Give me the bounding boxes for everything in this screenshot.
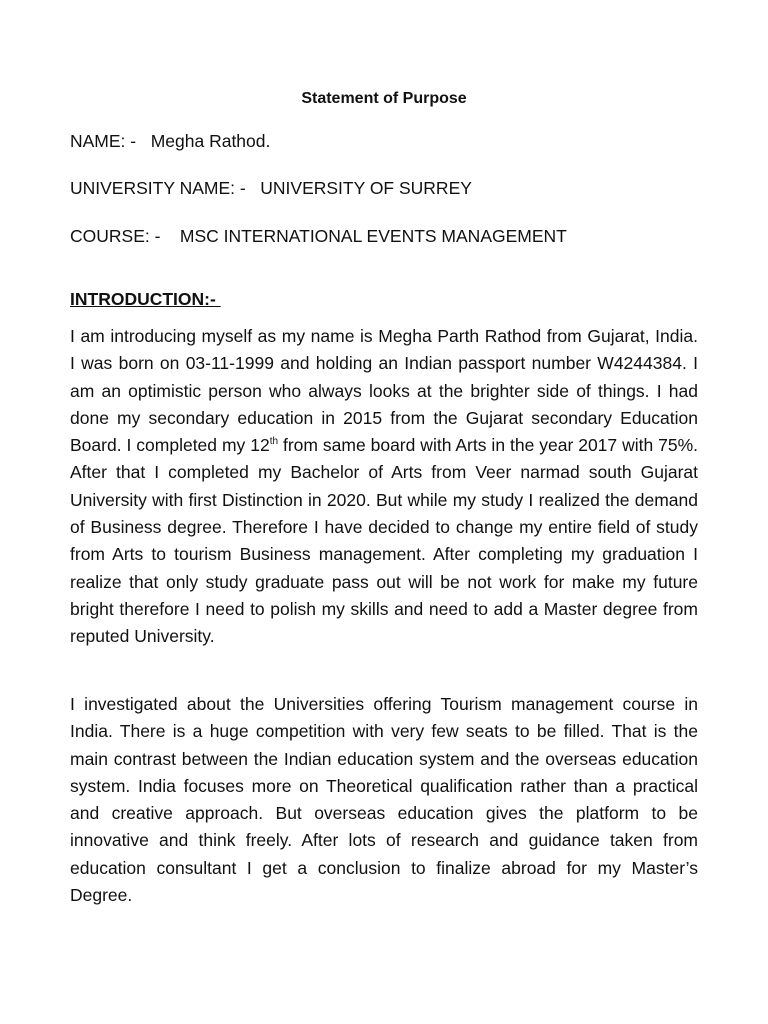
paragraph-text-part2: from same board with Arts in the year 2017 with 75%. After that I completed my Bachelor of Arts from Veer narmad south Gujarat University with first Distinction in 2020. But while my study I realized the demand of Business degree. Therefore I have decided to change my entire field of study from Arts to tourism Business management. After completing my graduation I realize that only study graduate pass out will be not work for make my future bright therefore I need to polish my skills and need to add a Master degree from reputed University. <box>70 435 699 647</box>
course-field: COURSE: - MSC INTERNATIONAL EVENTS MANAGEMENT <box>70 226 567 246</box>
introduction-heading: INTRODUCTION:- <box>70 289 221 309</box>
document-title: Statement of Purpose <box>301 90 467 107</box>
ordinal-superscript: th <box>269 436 279 448</box>
introduction-paragraph <box>70 323 698 651</box>
research-paragraph: I investigated about the Universities offering Tourism management course in India. There is a huge competition with very few seats to be filled. That is the main contrast between the Indian education system and the overseas education system. India focuses more on Theoretical qualification rather than a practical and creative approach. But overseas education gives the platform to be innovative and think freely. After lots of research and guidance taken from education consultant I get a conclusion to finalize abroad for my Master’s Degree. <box>70 694 698 906</box>
paragraph-text-part1: I am introducing myself as my name is Megha Parth Rathod from Gujarat, India. I was born on 03-11-1999 and holding an Indian passport number W4244384. I am an optimistic person who always looks at the brighter side of things. I had done my secondary education in 2015 from the Gujarat secondary Education Board. I completed my 12 <box>70 326 698 456</box>
name-field: NAME: - Megha Rathod. <box>70 131 271 151</box>
university-field: UNIVERSITY NAME: - UNIVERSITY OF SURREY <box>70 178 472 198</box>
